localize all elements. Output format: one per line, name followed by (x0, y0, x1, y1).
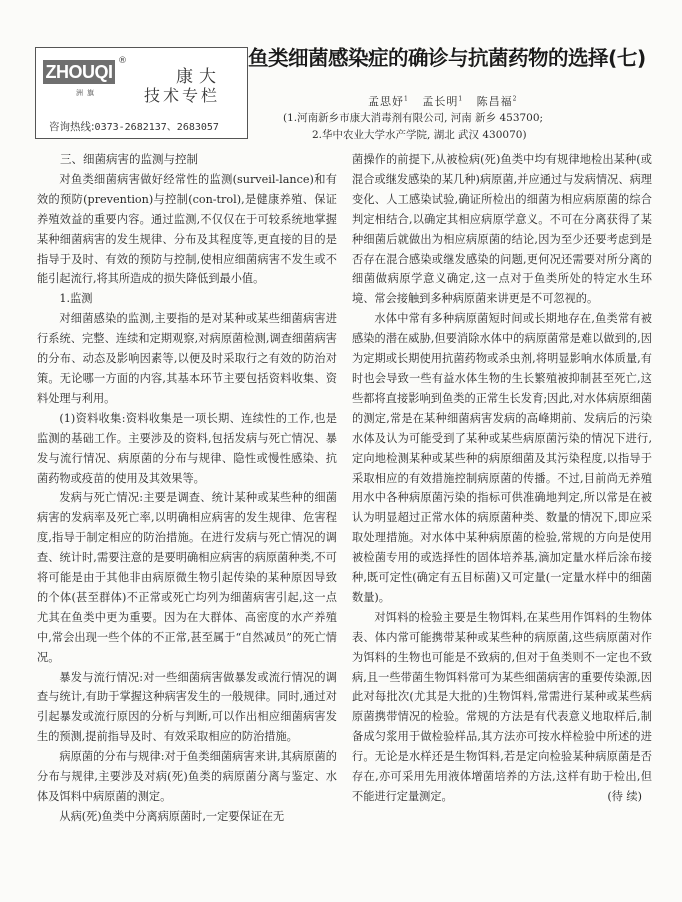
author-list (368, 93, 517, 109)
hotline-label: 咨询热线: (49, 121, 95, 133)
to-be-continued: (待 续) (607, 790, 642, 804)
author-affiliation-mark: 1 (404, 95, 409, 103)
paragraph: 从病(死)鱼类中分离病原菌时,一定要保证在无 (59, 809, 285, 823)
registered-mark: ® (118, 56, 127, 66)
paragraph: 发病与死亡情况:主要是调查、统计某种或某些种的细菌病害的发病率及死亡率,以明确相应病害的发生规律、危害程度,指导于制定相应的防治措施。在进行发病与死亡情况的调查、统计时,需要注意的是要明确相应病害的病原菌种类,不可将可能是由于其他非由病原微生物引起传染的某种原因导致的个体(甚至群体)不正常或死亡均列为细菌病害引起,这一点尤其在鱼类中更为重要。因为在大群体、高密度的水产养殖中,常会出现一些个体的不正常,甚至属于“自然减员”的死亡情况。 (37, 491, 337, 664)
paragraph: 对细菌感染的监测,主要指的是对某种或某些细菌病害进行系统、完整、连续和定期观察,对病原菌检测,调查细菌病害的分布、动态及影响因素等,以便及时采取行之有效的防治对策。无论哪一方面的内容,其基本环节主要包括资料收集、资料处理与利用。 (37, 312, 337, 405)
paragraph: 暴发与流行情况:对一些细菌病害做暴发或流行情况的调查与统计,有助于掌握这种病害发生的一般规律。同时,通过对引起暴发或流行原因的分析与判断,可以作出相应细菌病害发生的预测,提前指导及时、有效采取相应的防治措施。 (37, 670, 337, 744)
author-affiliation-mark: 1 (458, 95, 464, 103)
brand-logo-subtitle: 洲旗 (76, 89, 98, 97)
hotline (49, 118, 219, 134)
affiliation-2: 2.华中农业大学水产学院, 湖北 武汉 430070) (312, 129, 527, 141)
paragraph: 对鱼类细菌病害做好经常性的监测(surveil-lance)和有效的预防(prevention)与控制(con-trol),是健康养殖、保证养殖效益的重要内容。通过监测,不仅仅在于可较系统地掌握某种细菌病害的发生规律、分布及其程度等,更直接的目的是指导于及时、有效的预防与控制,使相应细菌病害不发生或不能引起流行,将其所造成的损失降低到最小值。 (37, 172, 337, 286)
brand-logo: ZHOUQI (43, 60, 115, 84)
left-column (37, 150, 337, 827)
paragraph: 病原菌的分布与规律:对于鱼类细菌病害来讲,其病原菌的分布与规律,主要涉及对病(死)鱼类的病原菌分离与鉴定、水体及饵料中病原菌的测定。 (37, 750, 337, 803)
affiliation-1: (1.河南新乡市康大消毒剂有限公司, 河南 新乡 453700; (283, 112, 544, 124)
hotline-numbers: 0373-2682137、2683057 (94, 122, 219, 133)
paragraph: (1)资料收集:资料收集是一项长期、连续性的工作,也是监测的基础工作。主要涉及的资料,包括发病与死亡情况、暴发与流行情况、病原菌的分布与规律、隐性或慢性感染、抗菌药物或疫苗的使用及其效果等。 (37, 411, 337, 485)
article-title: 鱼类细菌感染症的确诊与抗菌药物的选择(七) (248, 46, 646, 70)
paragraph: 菌操作的前提下,从被检病(死)鱼类中均有规律地检出某种(或混合或继发感染的某几种)病原菌,并应通过与发病情况、病理变化、人工感染试验,确证所检出的细菌为相应病原菌的综合判定相结合,以确定其相应病原学意义。不可在分离获得了某种细菌后就做出为相应病原菌的结论,因为至少还要考虑到是否存在混合感染或继发感染的问题,更何况还需要对所分离的细菌做病原学意义确定,这一点对于鱼类所处的特定水生环境、常会接触到多种病原菌来讲更是不可忽视的。 (352, 153, 652, 306)
right-column (352, 150, 652, 807)
sponsor-ad-box (35, 47, 248, 139)
author-name: 孟思妤 (368, 95, 404, 108)
author-name: 孟长明 (422, 95, 459, 108)
column-title-line1: 康大 (176, 67, 222, 87)
paragraph: 对饵料的检验主要是生物饵料,在某些用作饵料的生物体表、体内常可能携带某种或某些种的病原菌,这些病原菌对作为饵料的生物也可能是不致病的,但对于鱼类则不一定也不致病,且一些带菌生物饵料常可为某些细菌病害的重要传染源,因此对每批次(尤其是大批的)生物饵料,常需进行某种或某些病原菌携带情况的检验。常规的方法是有代表意义地取样后,制备成匀浆用于做检验样品,其方法亦可按水样检验中所述的进行。无论是水样还是生物饵料,若是定向检验某种病原菌是否存在,亦可采用先用液体增菌培养的方法,这样有助于检出,但不能进行定量测定。 (352, 610, 652, 803)
subheading: 1.监测 (59, 292, 93, 306)
paragraph: 水体中常有多种病原菌短时间或长期地存在,鱼类常有被感染的潜在威胁,但要消除水体中的病原菌常是难以做到的,因为定期或长期使用抗菌药物或杀虫剂,将明显影响水体质量,有时也会导致一些有益水体生物的生长繁殖被抑制甚至死亡,这些都将直接影响到鱼类的正常生长发育;因此,对水体病原细菌的测定,常是在某种细菌病害发病的高峰期前、发病后的污染水体及认为可能受到了某种或某些病原菌污染的情况下进行,定向地检测某种或某些种的病原细菌及其污染程度,以指导于采取相应的有效措施控制病原菌的传播。不过,目前尚无养殖用水中各种病原菌污染的指标可供准确地判定,所以常是在被认为明显超过正常水体的病原菌种类、数量的情况下,即应采取处理措施。对水体中某种病原菌的检验,常规的方向是使用被检菌专用的或选择性的固体培养基,滴加定量水样后涂布接种,既可定性(确定有五目标菌)又可定量(一定量水样中的细菌数量)。 (352, 312, 652, 604)
column-title-line2: 技术专栏 (144, 86, 221, 105)
author-affiliation-mark: 2 (512, 95, 518, 103)
author-name: 陈昌福 (476, 95, 513, 108)
section-heading: 三、细菌病害的监测与控制 (60, 152, 198, 166)
